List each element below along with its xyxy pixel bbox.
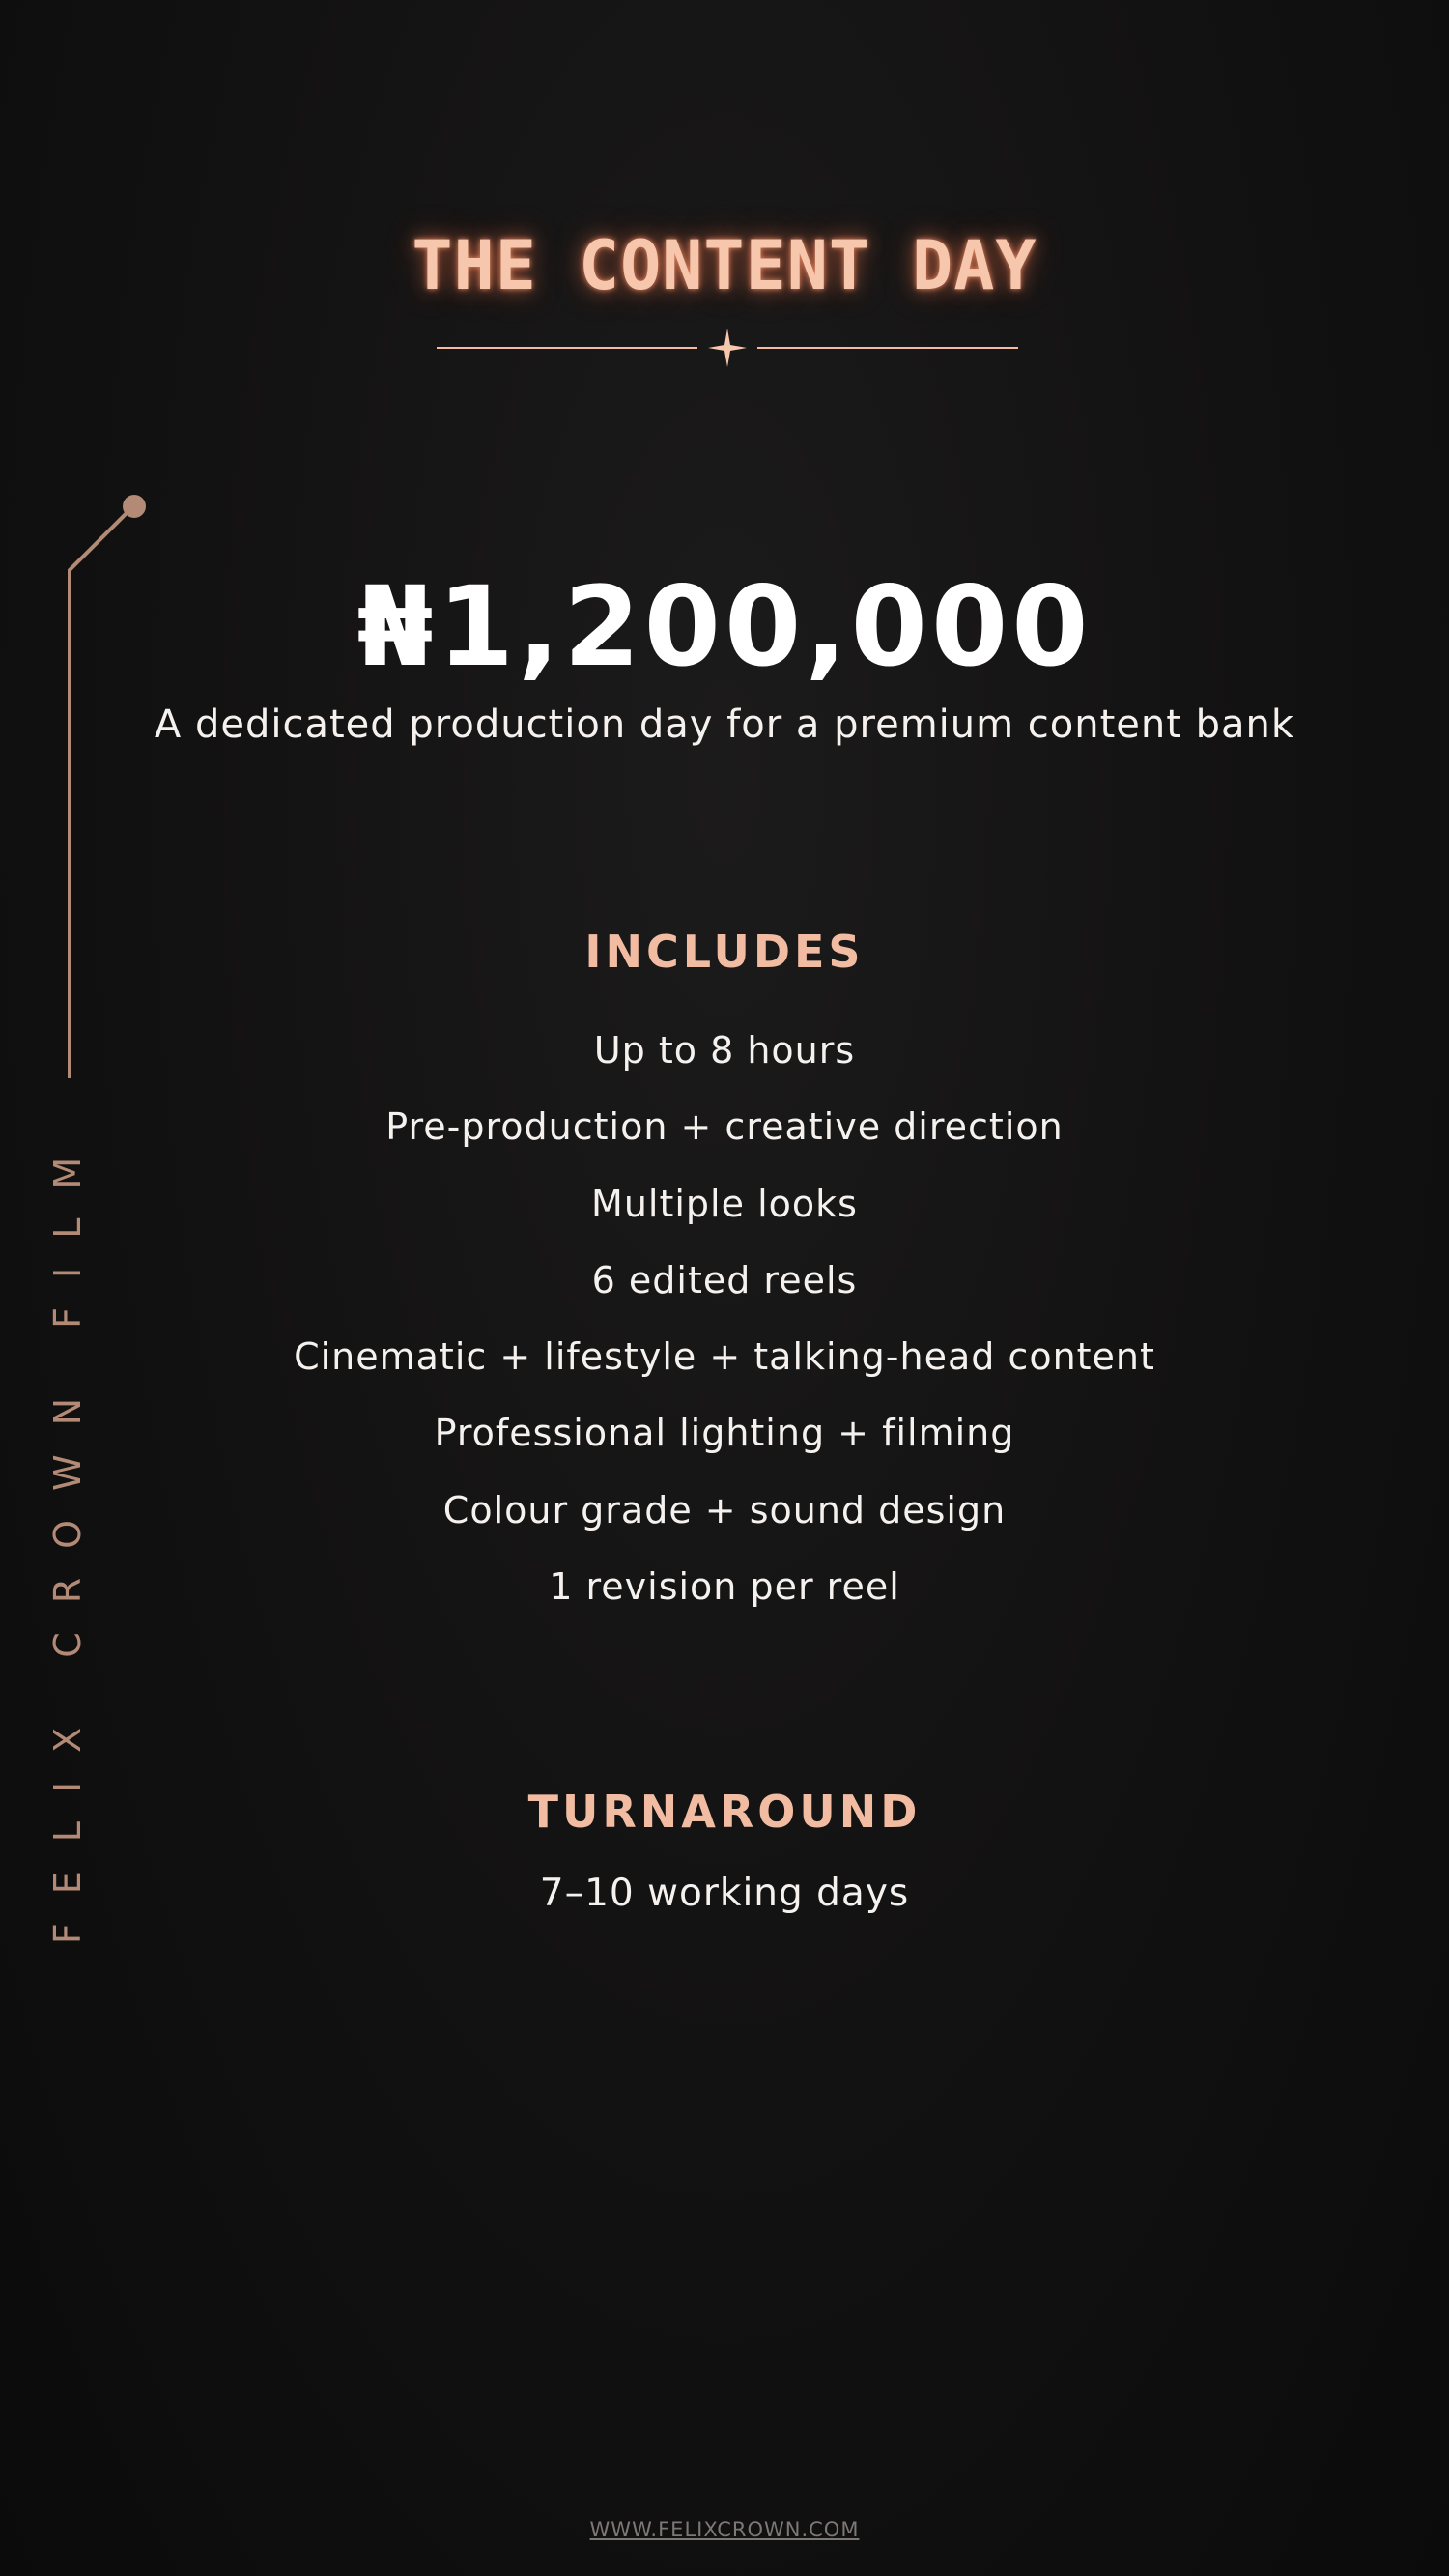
list-item: Up to 8 hours xyxy=(593,1029,856,1072)
list-item: Multiple looks xyxy=(591,1182,858,1225)
brand-vertical-label: FELIX CROWN FILM xyxy=(46,1128,89,1945)
list-item: 6 edited reels xyxy=(591,1258,858,1302)
title-divider xyxy=(437,327,1018,369)
website-link[interactable]: WWW.FELIXCROWN.COM xyxy=(589,2518,860,2541)
turnaround-heading: TURNAROUND xyxy=(527,1786,922,1838)
list-item: Professional lighting + filming xyxy=(434,1412,1015,1455)
turnaround-value: 7–10 working days xyxy=(539,1872,910,1915)
list-item: 1 revision per reel xyxy=(549,1565,900,1609)
tagline: A dedicated production day for a premium content bank xyxy=(154,702,1295,747)
page-title: THE CONTENT DAY xyxy=(412,226,1037,305)
side-line-dot xyxy=(123,495,146,518)
list-item: Cinematic + lifestyle + talking-head content xyxy=(294,1335,1155,1379)
list-item: Pre-production + creative direction xyxy=(385,1105,1064,1149)
includes-list xyxy=(0,1029,1449,1645)
includes-heading: INCLUDES xyxy=(584,926,865,978)
sparkle-star-icon xyxy=(708,329,747,367)
price: ₦1,200,000 xyxy=(356,562,1093,691)
list-item: Colour grade + sound design xyxy=(442,1488,1007,1531)
